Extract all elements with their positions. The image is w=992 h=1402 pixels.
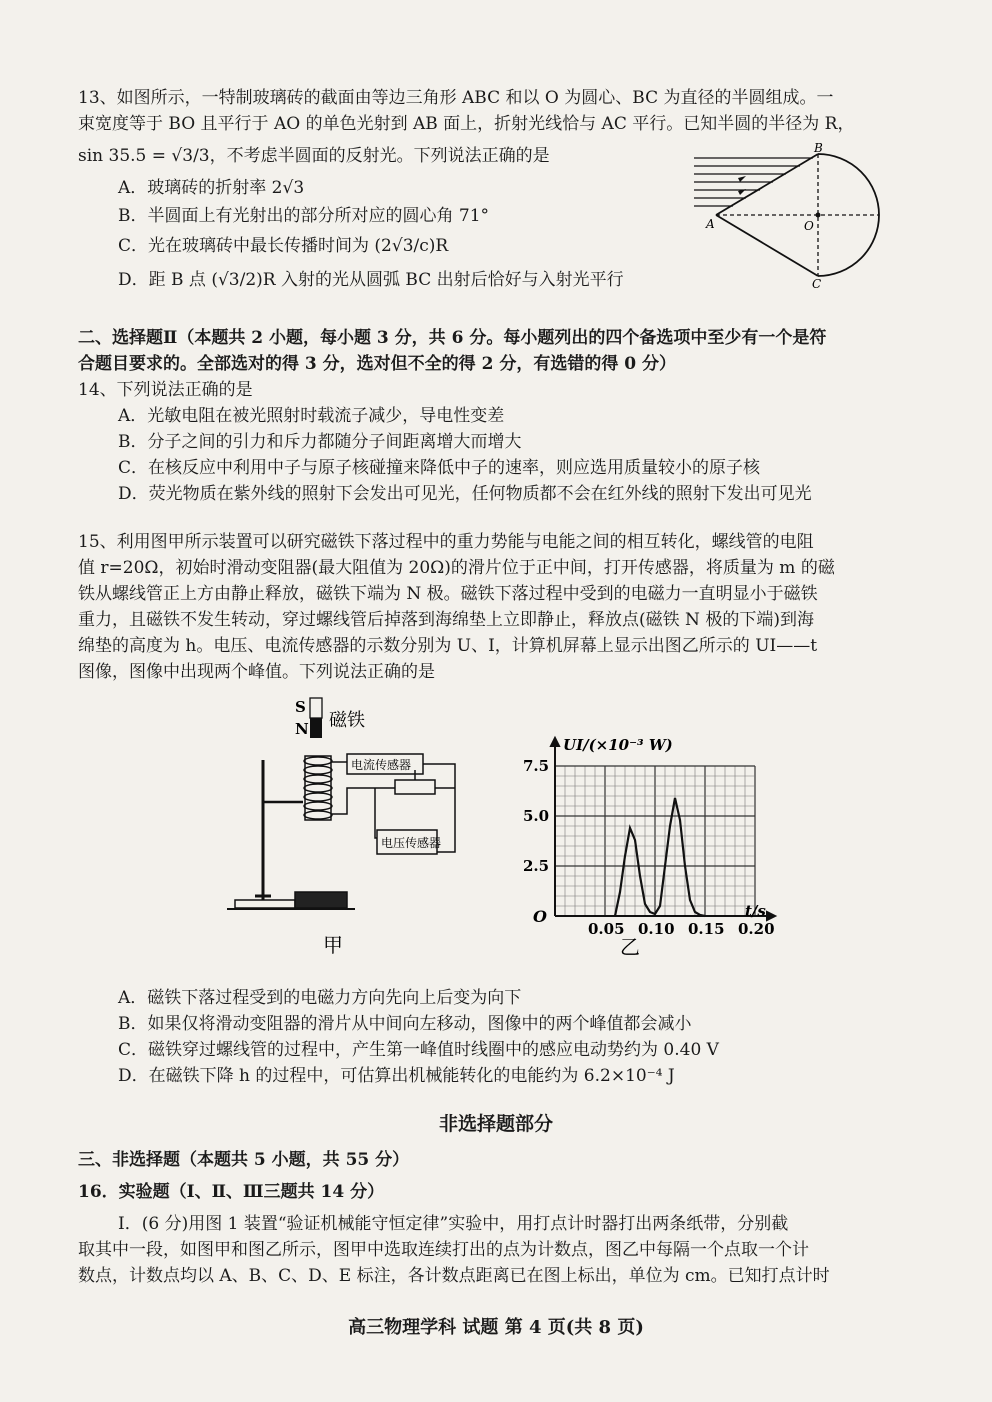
q13-prism-figure: [690, 140, 900, 290]
x-tick-label: 0.10: [638, 920, 675, 938]
magnet: [295, 698, 365, 738]
section3-heading: 三、非选择题（本题共 5 小题，共 55 分）: [78, 1150, 410, 1170]
apparatus-figure-jia: [215, 690, 475, 970]
x-tick-label: 0.20: [738, 920, 775, 938]
q14-option-c: C．在核反应中利用中子与原子核碰撞来降低中子的速率，则应选用质量较小的原子核: [118, 458, 761, 478]
y-tick-label: 5.0: [523, 807, 550, 825]
y-tick-label: 2.5: [523, 857, 550, 875]
page-footer: 高三物理学科 试题 第 4 页(共 8 页): [348, 1317, 644, 1338]
q15-line2: 值 r=20Ω，初始时滑动变阻器(最大阻值为 20Ω)的滑片位于正中间，打开传感器，将质量为 m 的磁: [78, 558, 835, 578]
q16-para-line1: Ⅰ．(6 分)用图 1 装置“验证机械能守恒定律”实验中，用打点计时器打出两条纸带，分别截: [118, 1214, 789, 1234]
q13-option-b: B．半圆面上有光射出的部分所对应的圆心角 71°: [118, 206, 490, 226]
q15-option-b: B．如果仅将滑动变阻器的滑片从中间向左移动，图像中的两个峰值都会减小: [118, 1014, 692, 1034]
label-a: A: [706, 217, 715, 231]
q14-option-a: A．光敏电阻在被光照射时载流子减少，导电性变差: [118, 406, 505, 426]
edge-ac: [716, 215, 818, 276]
voltage-sensor-label: 电压传感器: [381, 836, 442, 850]
origin-label: O: [533, 907, 547, 926]
q16-para-line3: 数点，计数点均以 A、B、C、D、E 标注，各计数点距离已在图上标出，单位为 cm。已知打点计时: [78, 1266, 830, 1286]
x-axis-label: t/s: [745, 902, 766, 920]
chart-grid: [555, 766, 755, 916]
q16-heading: 16．实验题（Ⅰ、Ⅱ、Ⅲ三题共 14 分）: [78, 1182, 385, 1202]
q15-line5: 绵垫的高度为 h。电压、电流传感器的示数分别为 U、I，计算机屏幕上显示出图乙所示的 UI——t: [78, 636, 818, 656]
section2-line2: 合题目要求的。全部选对的得 3 分，选对但不全的得 2 分，有选错的得 0 分）: [78, 354, 676, 374]
q15-line3: 铁从螺线管正上方由静止释放，磁铁下端为 N 极。磁铁下落过程中受到的电磁力一直明显小于磁铁: [78, 584, 818, 604]
q13-line2: 束宽度等于 BO 且平行于 AO 的单色光射到 AB 面上，折射光线恰与 AC 平行。已知半圆的半径为 R，: [78, 114, 855, 134]
semicircle-arc: [818, 154, 879, 276]
x-tick-label: 0.15: [688, 920, 725, 938]
label-o: O: [804, 219, 814, 233]
rheostat: [395, 780, 435, 794]
label-c: C: [812, 277, 822, 290]
q15-option-d: D．在磁铁下降 h 的过程中，可估算出机械能转化的电能约为 6.2×10⁻⁴ J: [118, 1066, 675, 1086]
q14-option-d: D．荧光物质在紫外线的照射下会发出可见光，任何物质都不会在红外线的照射下发出可见光: [118, 484, 812, 504]
center-point: [816, 213, 821, 218]
label-b: B: [814, 141, 823, 155]
section2-line1: 二、选择题Ⅱ（本题共 2 小题，每小题 3 分，共 6 分。每小题列出的四个备选项中至少有一个是符: [78, 328, 827, 348]
incident-rays: [694, 158, 813, 206]
magnet-s-label: S: [295, 698, 306, 716]
chart-axes: [551, 738, 775, 920]
magnet-n-label: N: [295, 720, 309, 738]
q14-stem: 14、下列说法正确的是: [78, 380, 253, 400]
x-axis-arrow: [767, 912, 775, 920]
q15-line1: 15、利用图甲所示装置可以研究磁铁下落过程中的重力势能与电能之间的相互转化，螺线管的电阻: [78, 532, 814, 552]
q13-option-c: C．光在玻璃砖中最长传播时间为 (2√3/c)R: [118, 236, 449, 256]
y-tick-label: 7.5: [523, 757, 550, 775]
q13-line1: 13、如图所示，一特制玻璃砖的截面由等边三角形 ABC 和以 O 为圆心、BC 为直径的半圆组成。一: [78, 88, 834, 108]
figure-jia-caption: 甲: [323, 933, 343, 957]
nonchoice-title: 非选择题部分: [438, 1113, 553, 1135]
x-tick-label: 0.05: [588, 920, 625, 938]
q13-line3: sin 35.5 = √3/3，不考虑半圆面的反射光。下列说法正确的是: [78, 146, 550, 166]
current-sensor-label: 电流传感器: [351, 758, 412, 772]
solenoid-coil: [304, 756, 332, 820]
y-axis-label: UI/(×10⁻³ W): [563, 736, 673, 754]
q15-option-c: C．磁铁穿过螺线管的过程中，产生第一峰值时线圈中的感应电动势约为 0.40 V: [118, 1040, 719, 1060]
y-axis-arrow: [551, 738, 559, 746]
q13-option-a: A．玻璃砖的折射率 2√3: [118, 178, 305, 198]
sponge-pad: [295, 892, 347, 908]
q14-option-b: B．分子之间的引力和斥力都随分子间距离增大而增大: [118, 432, 522, 452]
figure-yi-caption: 乙: [620, 935, 640, 959]
q15-line6: 图像，图像中出现两个峰值。下列说法正确的是: [78, 662, 435, 682]
q15-line4: 重力，且磁铁不发生转动，穿过螺线管后掉落到海绵垫上立即静止，释放点(磁铁 N 极的下端)到海: [78, 610, 814, 630]
magnet-label: 磁铁: [329, 710, 365, 731]
q15-option-a: A．磁铁下落过程受到的电磁力方向先向上后变为向下: [118, 988, 522, 1008]
q16-para-line2: 取其中一段，如图甲和图乙所示，图甲中选取连续打出的点为计数点，图乙中每隔一个点取一个计: [78, 1240, 809, 1260]
stand-base: [235, 900, 295, 908]
ui-t-chart-yi: [505, 730, 785, 970]
q13-option-d: D．距 B 点 (√3/2)R 入射的光从圆弧 BC 出射后恰好与入射光平行: [118, 270, 624, 290]
